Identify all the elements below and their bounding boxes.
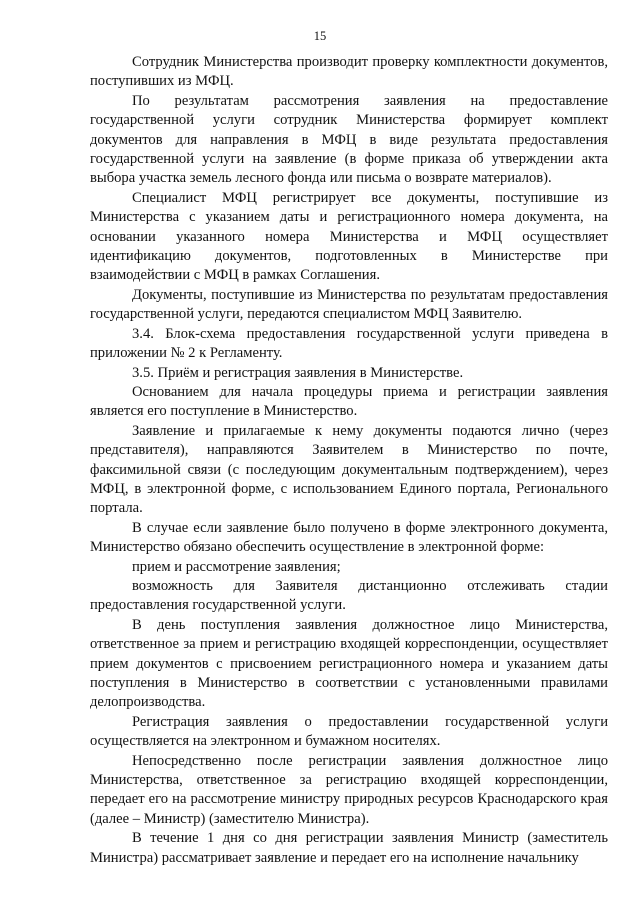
paragraph: Регистрация заявления о предоставлении государственной услуги осуществляется на электронном и бумажном носителях.: [90, 713, 608, 750]
list-item: прием и рассмотрение заявления;: [132, 558, 341, 575]
paragraph: В день поступления заявления должностное лицо Министерства, ответственное за прием и регистрацию входящей корреспонденции, осуществляет прием документов с присвоением регистрационного номера и указанием даты поступления в Министерство в соответствии с установленными правилами делопроизводства.: [90, 616, 608, 711]
paragraph: Непосредственно после регистрации заявления должностное лицо Министерства, ответственное за регистрацию входящей корреспонденции, передает его на рассмотрение министру природных ресурсов Краснодарского края (далее – Министр) (заместителю Министра).: [90, 752, 608, 827]
paragraph: 3.4. Блок-схема предоставления государственной услуги приведена в приложении № 2 к Регламенту.: [90, 325, 608, 362]
body-text: [90, 53, 608, 868]
paragraph: Основанием для начала процедуры приема и регистрации заявления является его поступление в Министерство.: [90, 383, 608, 420]
paragraph: Заявление и прилагаемые к нему документы подаются лично (через представителя), направляются Заявителем в Министерство по почте, факсимильной связи (с последующим документальным подтверждением), через МФЦ, в электронной форме, с использованием Единого портала, Регионального портала.: [90, 422, 608, 517]
section-heading: 3.5. Приём и регистрация заявления в Министерстве.: [132, 364, 464, 381]
list-item: возможность для Заявителя дистанционно отслеживать стадии предоставления государственной услуги.: [90, 577, 608, 614]
paragraph: Документы, поступившие из Министерства по результатам предоставления государственной услуги, передаются специалистом МФЦ Заявителю.: [90, 286, 608, 323]
paragraph: Сотрудник Министерства производит проверку комплектности документов, поступивших из МФЦ.: [90, 54, 608, 90]
paragraph: По результатам рассмотрения заявления на предоставление государственной услуги сотрудник Министерства формирует комплект документов для направления в МФЦ в виде результата предоставления государственной услуги на заявление (в форме приказа об утверждении акта выбора участка земель лесного фонда или письма о возврате материалов).: [90, 92, 608, 187]
page-number: 15: [313, 29, 327, 43]
paragraph: В случае если заявление было получено в форме электронного документа, Министерство обязано обеспечить осуществление в электронной форме:: [90, 519, 608, 556]
paragraph: В течение 1 дня со дня регистрации заявления Министр (заместитель Министра) рассматривает заявление и передает его на исполнение начальнику: [90, 830, 608, 866]
paragraph: Специалист МФЦ регистрирует все документы, поступившие из Министерства с указанием даты и регистрационного номера документа, на основании указанного номера Министерства и МФЦ осуществляет идентификацию документов, подготовленных в Министерстве при взаимодействии с МФЦ в рамках Соглашения.: [90, 189, 608, 284]
